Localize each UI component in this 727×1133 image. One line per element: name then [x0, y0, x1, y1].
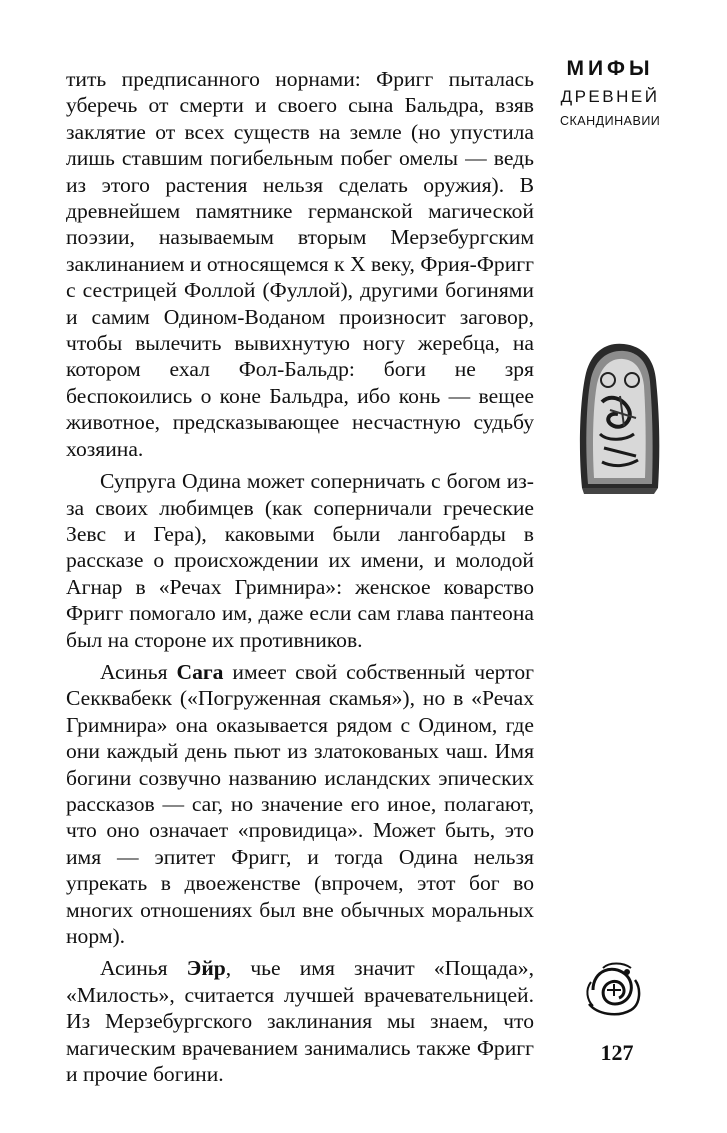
paragraph-3 — [66, 659, 534, 949]
paragraph-4-start: Асинья — [100, 956, 187, 981]
paragraph-3-rest: имеет свой собственный чертог Секквабекк («Погруженная скамья»), но в «Речах Гримнира» она оказывается рядом с Одином, где они каждый день пьют из златокованых чаш. Имя богини созвучно названию исландских эпических рассказов — саг, но значение его иное, полагают, что оно означает «провидица». Может быть, это имя — эпитет Фригг, и тогда Одина нельзя упрекать в двоеженстве (впрочем, этот бог во многих отношениях был вне обычных моральных норм). — [66, 659, 534, 948]
series-title-line-1: МИФЫ — [566, 57, 654, 80]
term-eir: Эйр — [186, 956, 226, 981]
series-title-line-2: ДРЕВНЕЙ — [560, 87, 660, 106]
term-saga: Сага — [176, 659, 224, 684]
knotwork-ornament-icon — [583, 960, 645, 1020]
paragraph-4-rest: , чье имя значит «Пощада», «Милость», считается лучшей врачевательницей. Из Мерзебургского заклинания мы знаем, что магическим врачеванием занимались также Фригг и прочие богини. — [66, 956, 534, 1087]
paragraph-2: Супруга Одина может соперничать с богом из-за своих любимцев (как соперничали греческие Зевс и Гера), каковыми были лангобарды в рассказе о происхождении их имени, и молодой Агнар в «Речах Гримнира»: женское коварство Фригг помогало им, даже если сам глава пантеона был на стороне их противников. — [66, 469, 534, 652]
series-title-line-3: СКАНДИНАВИИ — [560, 114, 661, 128]
paragraph-4 — [66, 955, 534, 1087]
page-number: 127 — [600, 1040, 634, 1065]
runestone-icon — [574, 338, 666, 498]
main-text-column — [66, 66, 534, 1087]
paragraph-3-start: Асинья — [100, 659, 177, 684]
paragraph-1: тить предписанного норнами: Фригг пыталась уберечь от смерти и своего сына Бальдра, взяв заклятие от всех существ на земле (но упустила лишь ставшим погибельным побег омелы — ведь из этого растения нельзя сделать оружия). В древнейшем памятнике германской магической поэзии, называемым вторым Мерзебургским заклинанием и относящемся к X веку, Фрия-Фригг с сестрицей Фоллой (Фуллой), другими богинями и самим Одином-Воданом произносит заговор, чтобы вылечить вывихнутую ногу жеребца, на котором ехал Фол-Бальдр: боги не зря беспокоились о коне Бальдра, ибо конь — вещее животное, предсказывающее несчастную судьбу хозяина. — [66, 67, 534, 461]
series-header — [560, 54, 660, 132]
